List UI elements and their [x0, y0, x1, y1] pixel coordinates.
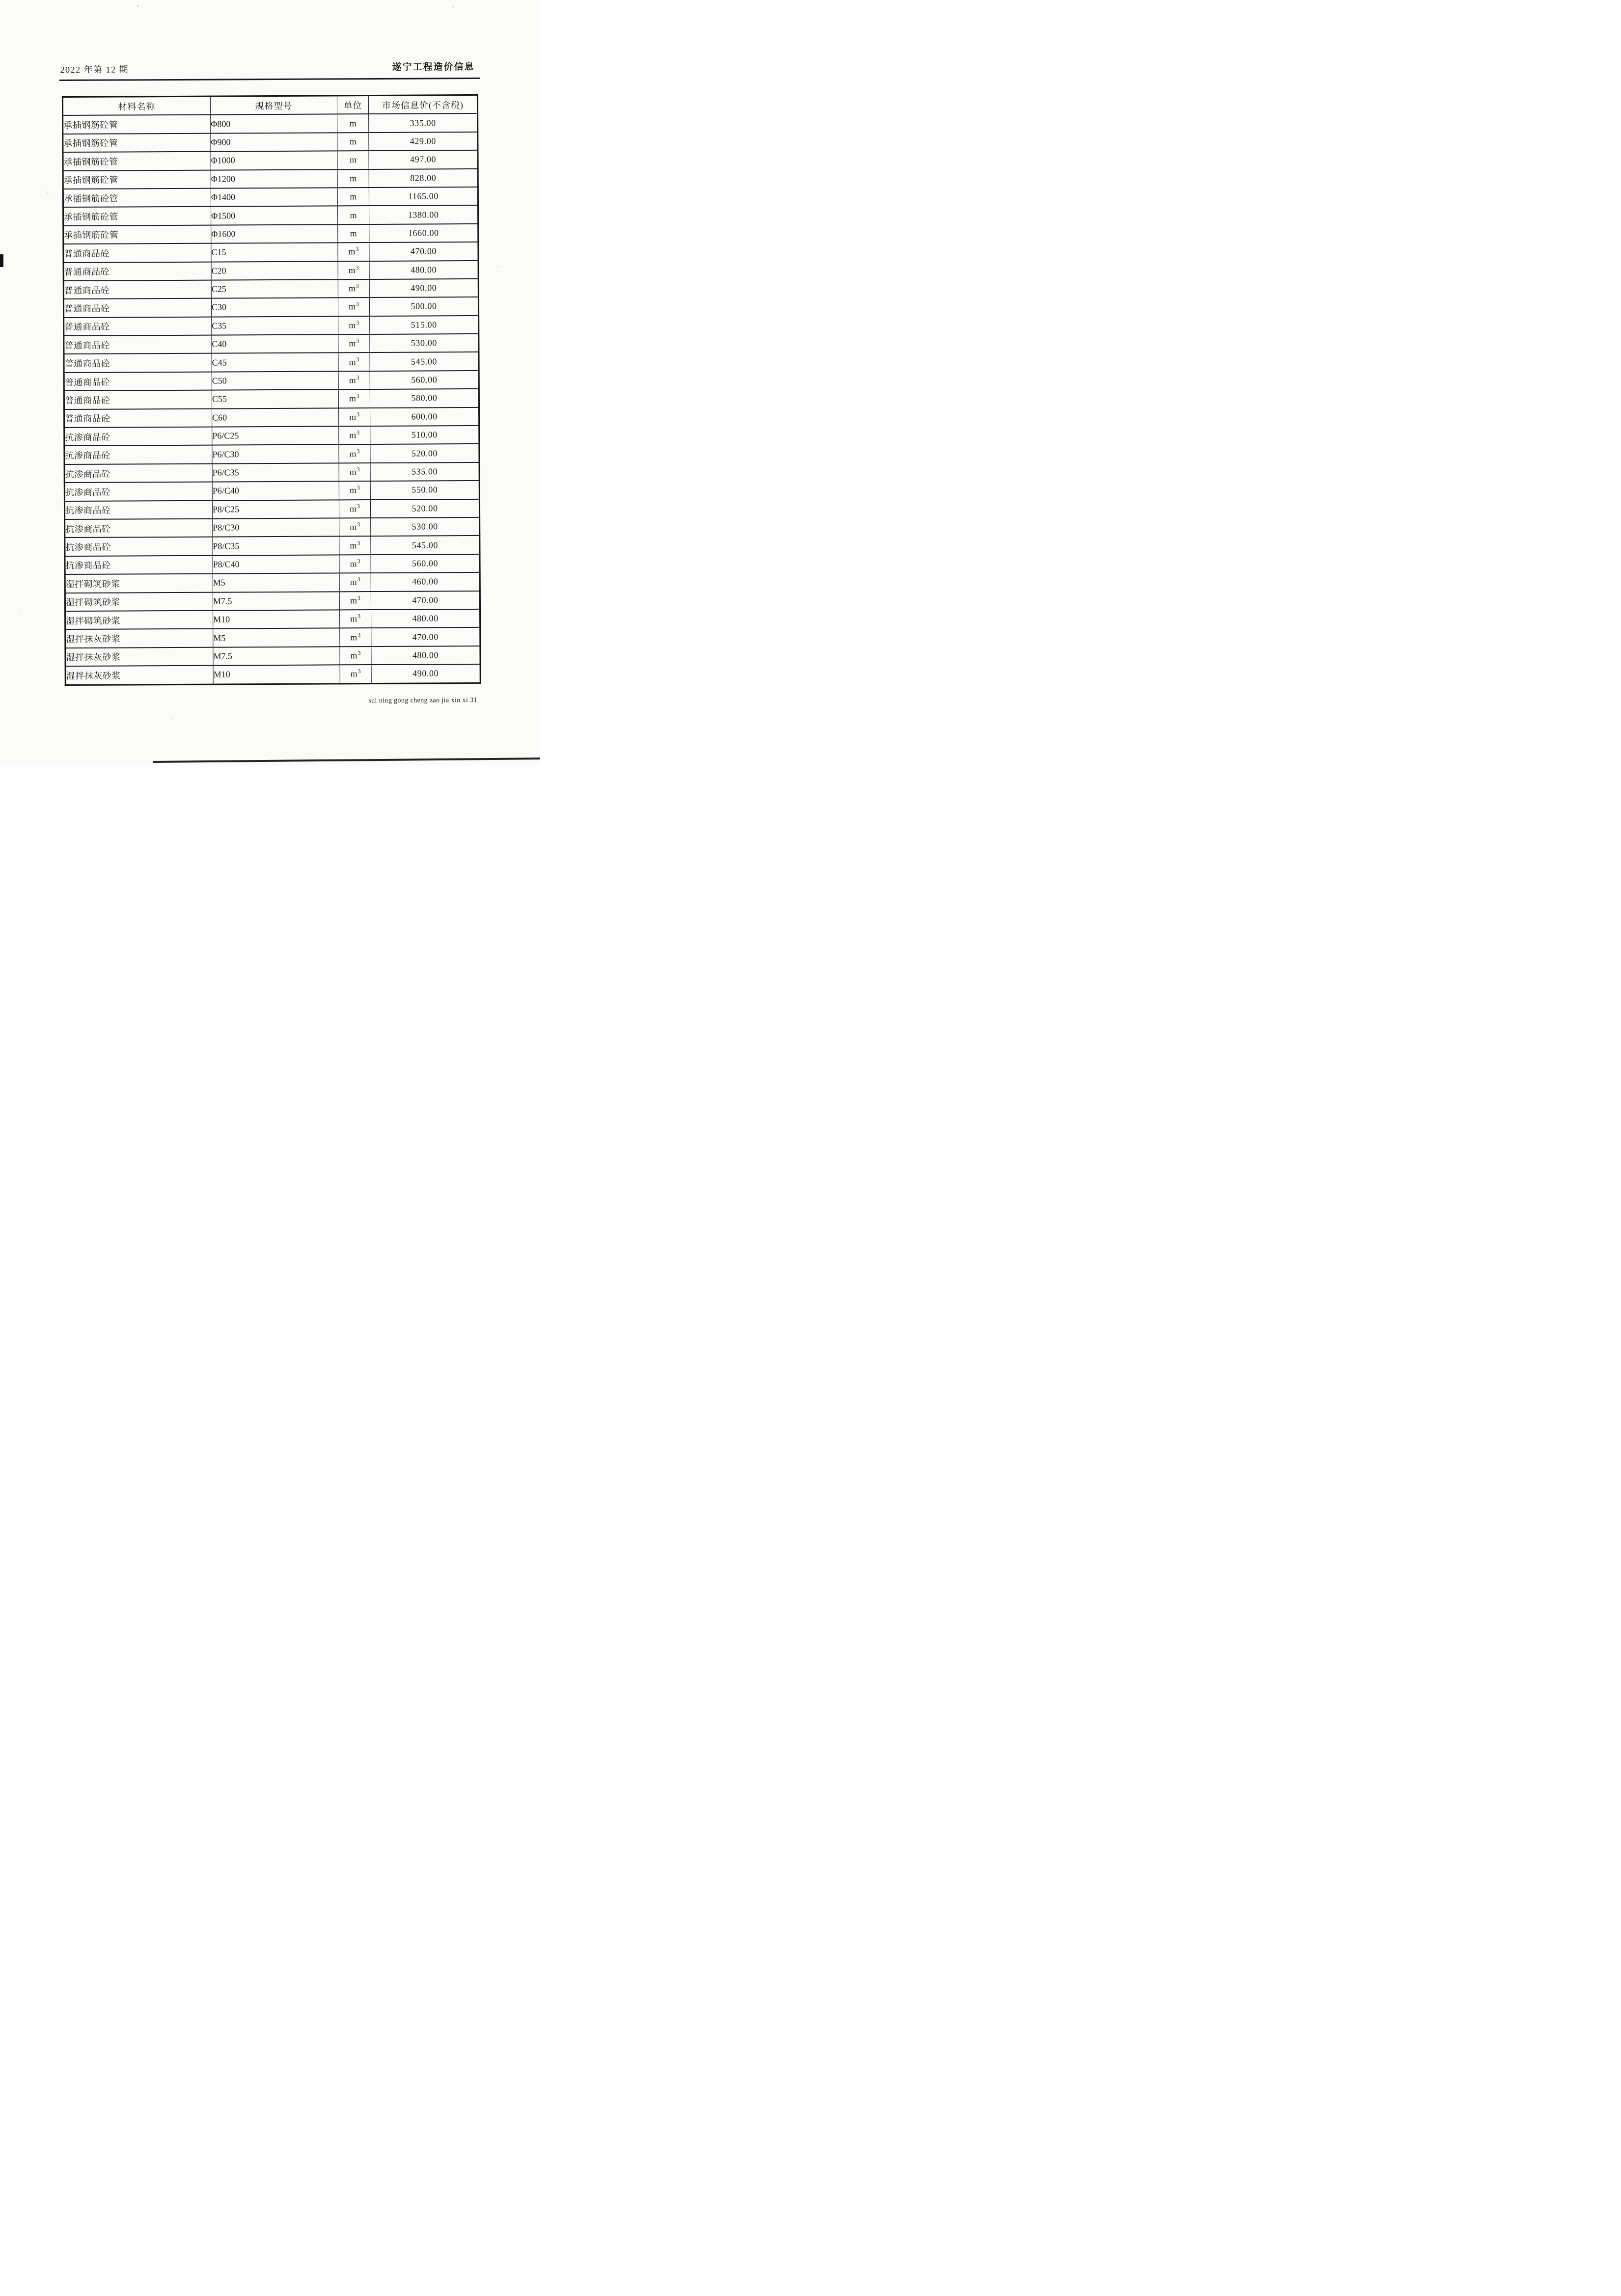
issue-number: 2022 年第 12 期 — [60, 64, 129, 75]
unit-superscript: 3 — [356, 319, 359, 326]
material-name-cell: 普通商品砼 — [64, 390, 212, 409]
unit-superscript: 3 — [356, 264, 359, 271]
table-row — [63, 168, 478, 189]
material-name-cell: 承插钢筋砼管 — [63, 152, 211, 171]
price-cell: 1165.00 — [369, 187, 478, 206]
material-name-cell: 普通商品砼 — [64, 408, 212, 428]
price-cell: 515.00 — [370, 316, 479, 334]
table-row — [64, 407, 479, 428]
spec-cell: P8/C30 — [213, 518, 339, 537]
material-name-cell: 抗渗商品砼 — [65, 537, 213, 556]
price-cell: 520.00 — [370, 499, 479, 518]
material-name-cell: 湿拌砌筑砂浆 — [65, 592, 213, 611]
unit-cell: $m^3$ — [338, 279, 369, 298]
material-name-cell: 抗渗商品砼 — [64, 463, 212, 483]
table-row — [64, 316, 479, 336]
price-cell: 490.00 — [369, 279, 478, 297]
scan-speck — [452, 6, 454, 7]
spec-cell: Φ1000 — [211, 151, 337, 170]
price-table — [62, 94, 481, 686]
unit-superscript: 3 — [357, 539, 360, 546]
material-name-cell: 湿拌砌筑砂浆 — [65, 574, 213, 593]
unit-cell: m — [337, 188, 369, 206]
spec-cell: M7.5 — [213, 592, 339, 611]
scan-speck — [20, 610, 21, 611]
price-cell: 335.00 — [369, 113, 478, 132]
scan-speck — [137, 5, 138, 7]
column-header-material: 材料名称 — [62, 96, 210, 115]
spec-cell: Φ900 — [211, 133, 337, 152]
unit-superscript: 3 — [357, 447, 360, 455]
material-name-cell: 普通商品砼 — [63, 280, 211, 299]
material-name-cell: 承插钢筋砼管 — [63, 189, 211, 208]
price-cell: 490.00 — [371, 664, 480, 683]
unit-cell: m — [337, 169, 369, 188]
unit-superscript: 3 — [357, 521, 360, 528]
price-cell: 560.00 — [370, 371, 479, 389]
unit-superscript: 3 — [357, 613, 361, 620]
scan-artifact-left-edge — [0, 254, 3, 267]
price-cell: 520.00 — [370, 444, 479, 462]
material-name-cell: 承插钢筋砼管 — [63, 207, 211, 226]
price-cell: 470.00 — [371, 591, 480, 609]
unit-superscript: 3 — [356, 282, 359, 290]
table-row — [63, 260, 478, 281]
unit-superscript: 3 — [357, 502, 360, 510]
unit-superscript: 3 — [357, 429, 360, 436]
unit-cell: $m^3$ — [340, 665, 371, 683]
unit-cell: $m^3$ — [338, 371, 370, 390]
unit-cell: $m^3$ — [340, 628, 371, 647]
unit-cell: $m^3$ — [339, 573, 371, 592]
table-row — [65, 591, 480, 611]
price-cell: 510.00 — [370, 426, 479, 444]
table-row — [64, 499, 479, 520]
unit-superscript: 3 — [356, 300, 359, 308]
unit-superscript: 3 — [356, 355, 359, 363]
spec-cell: P8/C40 — [213, 555, 339, 574]
price-cell: 470.00 — [371, 627, 480, 646]
spec-cell: C35 — [212, 316, 338, 335]
material-name-cell: 抗渗商品砼 — [64, 445, 212, 464]
unit-cell: $m^3$ — [338, 389, 370, 408]
spec-cell: M10 — [213, 665, 340, 684]
spec-cell: P8/C25 — [212, 500, 339, 519]
price-cell: 460.00 — [371, 572, 480, 591]
spec-cell: C15 — [211, 243, 338, 262]
price-cell: 530.00 — [371, 517, 480, 536]
material-name-cell: 普通商品砼 — [64, 372, 212, 391]
unit-cell: $m^3$ — [339, 555, 371, 573]
table-row — [64, 371, 479, 391]
unit-cell: $m^3$ — [339, 592, 371, 610]
unit-cell: $m^3$ — [340, 647, 371, 665]
spec-cell: P8/C35 — [213, 537, 339, 556]
unit-cell: $m^3$ — [338, 243, 369, 261]
spec-cell: P6/C35 — [212, 463, 339, 482]
unit-cell: $m^3$ — [339, 536, 371, 555]
unit-cell: m — [337, 133, 369, 151]
spec-cell: P6/C25 — [212, 426, 339, 445]
journal-title: 遂宁工程造价信息 — [392, 61, 475, 73]
spec-cell: Φ1400 — [211, 188, 337, 207]
table-row — [64, 481, 479, 501]
unit-superscript: 3 — [357, 576, 360, 583]
material-name-cell: 承插钢筋砼管 — [63, 225, 211, 244]
spec-cell: C30 — [211, 298, 338, 317]
header-divider — [59, 78, 480, 81]
unit-superscript: 3 — [357, 668, 361, 675]
price-cell: 480.00 — [371, 609, 480, 628]
unit-cell: $m^3$ — [339, 444, 370, 463]
spec-cell: P6/C30 — [212, 445, 339, 464]
table-row — [63, 205, 478, 226]
spec-cell: M10 — [213, 610, 340, 629]
table-row — [65, 627, 480, 648]
spec-cell: C25 — [211, 279, 338, 298]
table-row — [64, 389, 479, 409]
table-row — [64, 352, 479, 373]
material-name-cell: 抗渗商品砼 — [64, 427, 212, 446]
unit-cell: $m^3$ — [338, 297, 369, 316]
price-cell: 600.00 — [370, 407, 479, 426]
material-name-cell: 抗渗商品砼 — [64, 482, 212, 501]
unit-cell: $m^3$ — [338, 334, 370, 353]
material-name-cell: 承插钢筋砼管 — [63, 115, 211, 134]
material-name-cell: 普通商品砼 — [64, 353, 212, 373]
material-name-cell: 湿拌砌筑砂浆 — [65, 611, 213, 630]
unit-superscript: 3 — [357, 558, 360, 565]
material-name-cell: 承插钢筋砼管 — [63, 170, 211, 189]
spec-cell: Φ1200 — [211, 169, 337, 189]
price-cell: 480.00 — [371, 646, 480, 665]
table-row — [64, 444, 479, 464]
unit-superscript: 3 — [356, 374, 359, 381]
table-header-row — [62, 95, 477, 115]
table-row — [63, 279, 478, 299]
price-cell: 550.00 — [370, 481, 479, 499]
unit-superscript: 3 — [357, 631, 361, 638]
table-row — [63, 297, 478, 318]
spec-cell: Φ1600 — [211, 224, 338, 243]
unit-superscript: 3 — [356, 337, 359, 345]
price-table-body — [63, 113, 481, 685]
unit-superscript: 3 — [357, 484, 360, 491]
table-row — [63, 187, 478, 208]
column-header-spec: 规格型号 — [210, 96, 337, 115]
material-name-cell: 普通商品砼 — [63, 298, 211, 318]
table-row — [64, 462, 479, 483]
table-row — [65, 554, 480, 575]
table-row — [63, 242, 478, 263]
material-name-cell: 抗渗商品砼 — [65, 555, 213, 574]
column-header-price: 市场信息价(不含税) — [368, 95, 477, 114]
spec-cell: Φ1500 — [211, 206, 338, 225]
unit-cell: $m^3$ — [339, 463, 370, 482]
table-row — [63, 132, 478, 153]
unit-cell: $m^3$ — [340, 610, 371, 628]
page-content — [0, 0, 540, 765]
unit-cell: $m^3$ — [339, 518, 371, 537]
spec-cell: M7.5 — [213, 647, 340, 666]
price-cell: 1660.00 — [369, 224, 478, 243]
price-cell: 560.00 — [371, 554, 480, 573]
price-cell: 828.00 — [369, 168, 478, 187]
scanned-page — [0, 0, 540, 765]
price-cell: 497.00 — [369, 150, 478, 169]
unit-superscript: 3 — [356, 245, 359, 253]
page-footer: sui ning gong cheng zao jia xin xi 31 — [368, 696, 477, 705]
table-row — [64, 334, 479, 354]
price-cell: 429.00 — [369, 132, 478, 151]
scan-speck — [497, 266, 499, 267]
table-row — [65, 536, 480, 556]
spec-cell: C40 — [212, 334, 338, 353]
table-row — [65, 572, 480, 593]
spec-cell: C50 — [212, 371, 338, 390]
scan-speck — [47, 191, 49, 193]
spec-cell: P6/C40 — [212, 482, 339, 501]
table-row — [63, 113, 478, 134]
unit-superscript: 3 — [357, 466, 360, 473]
spec-cell: M5 — [213, 573, 339, 592]
unit-cell: $m^3$ — [338, 316, 370, 335]
price-cell: 545.00 — [370, 352, 479, 371]
material-name-cell: 普通商品砼 — [64, 335, 212, 354]
material-name-cell: 湿拌抹灰砂浆 — [65, 666, 213, 685]
price-cell: 580.00 — [370, 389, 479, 407]
table-row — [65, 609, 480, 630]
material-name-cell: 普通商品砼 — [64, 317, 212, 336]
spec-cell: M5 — [213, 628, 340, 648]
price-cell: 500.00 — [369, 297, 478, 316]
material-name-cell: 抗渗商品砼 — [64, 500, 212, 519]
table-row — [63, 150, 478, 171]
material-name-cell: 普通商品砼 — [63, 262, 211, 281]
unit-cell: m — [337, 114, 369, 133]
spec-cell: C55 — [212, 390, 338, 409]
price-cell: 480.00 — [369, 260, 478, 279]
unit-superscript: 3 — [357, 410, 360, 418]
unit-superscript: 3 — [357, 594, 360, 601]
spec-cell: C20 — [211, 261, 338, 280]
table-row — [65, 664, 480, 685]
unit-cell: $m^3$ — [338, 261, 369, 280]
spec-cell: C45 — [212, 353, 338, 372]
material-name-cell: 承插钢筋砼管 — [63, 133, 211, 152]
unit-cell: $m^3$ — [339, 481, 370, 500]
unit-cell: $m^3$ — [339, 426, 370, 445]
table-row — [63, 224, 478, 244]
unit-superscript: 3 — [357, 649, 361, 657]
scan-speck — [172, 718, 173, 720]
price-cell: 1380.00 — [369, 205, 478, 224]
material-name-cell: 湿拌抹灰砂浆 — [65, 629, 213, 648]
column-header-unit: 单位 — [337, 96, 368, 114]
unit-superscript: 3 — [356, 392, 359, 400]
table-row — [65, 646, 480, 667]
price-cell: 545.00 — [371, 536, 480, 554]
unit-cell: $m^3$ — [339, 408, 370, 427]
price-cell: 535.00 — [370, 462, 479, 481]
table-row — [64, 426, 479, 446]
unit-cell: $m^3$ — [339, 500, 370, 518]
unit-cell: m — [337, 151, 369, 169]
table-row — [65, 517, 480, 538]
price-cell: 470.00 — [369, 242, 478, 261]
material-name-cell: 湿拌抹灰砂浆 — [65, 647, 213, 666]
spec-cell: Φ800 — [211, 114, 337, 134]
unit-cell: $m^3$ — [338, 352, 370, 371]
spec-cell: C60 — [212, 408, 339, 427]
material-name-cell: 普通商品砼 — [63, 243, 211, 263]
unit-cell: m — [338, 224, 369, 243]
material-name-cell: 抗渗商品砼 — [65, 519, 213, 538]
price-cell: 530.00 — [370, 334, 479, 352]
unit-cell: m — [338, 206, 369, 224]
